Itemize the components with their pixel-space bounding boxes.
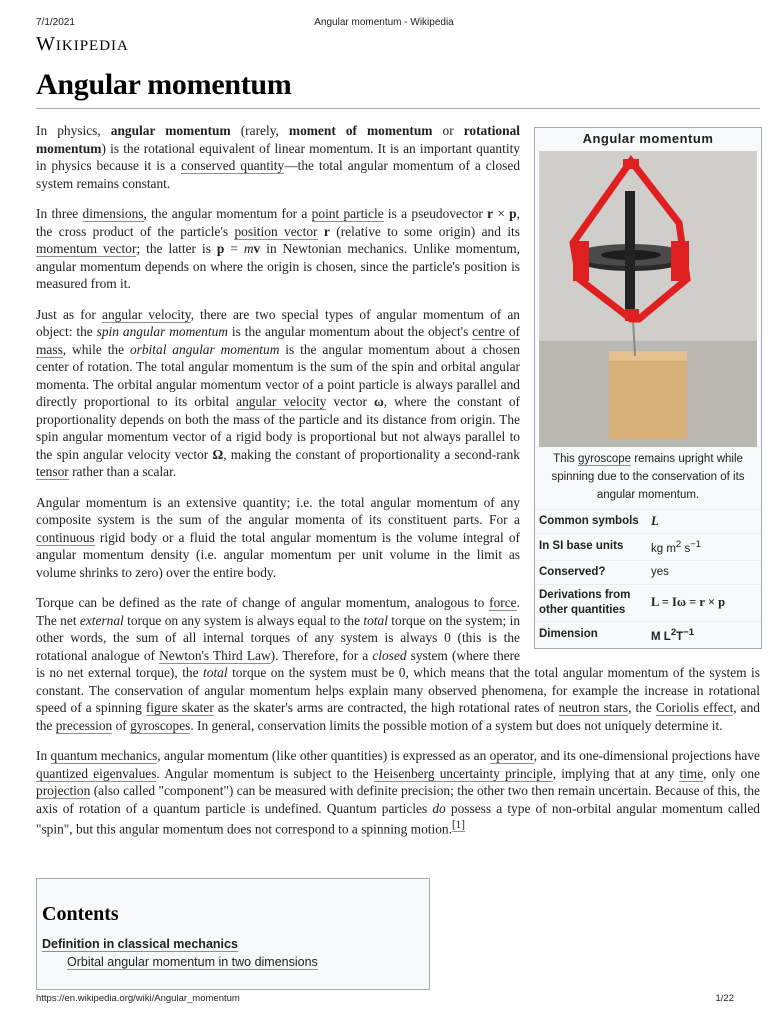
text: , the angular momentum for a <box>143 206 312 221</box>
wikipedia-wordmark[interactable] <box>36 33 129 56</box>
term-moment-of-momentum: moment of momentum <box>288 123 433 138</box>
link-dimensions[interactable]: dimensions <box>82 206 144 221</box>
text: In physics, <box>36 123 111 138</box>
si-s: s <box>681 542 691 555</box>
text: ; the latter is <box>136 241 217 256</box>
print-doc-title: Angular momentum - Wikipedia <box>314 17 454 28</box>
term-total: total <box>363 612 388 628</box>
infobox-label: Common symbols <box>539 515 639 527</box>
text: (rarely, <box>230 123 289 138</box>
link-conserved-quantity[interactable]: conserved quantity <box>181 158 285 173</box>
infobox-label: Derivations from other quantities <box>539 588 631 616</box>
wordmark-rest: IKIPEDIA <box>55 38 129 54</box>
symbol-m: m <box>243 241 254 256</box>
link-precession[interactable]: precession <box>55 717 113 733</box>
symbol-p: p <box>216 241 225 256</box>
term-orbital-angular-momentum: orbital angular momentum <box>129 341 280 357</box>
infobox-caption <box>535 447 761 509</box>
text: vector <box>326 394 374 409</box>
link-neutron-stars[interactable]: neutron stars <box>558 700 629 715</box>
text: rigid body or a fluid the total angular momentum is the volume integral of angular momentum density (i.e. angular momentum per unit volume in the limit as volume shrinks to zero) over the entire body. <box>36 529 520 580</box>
term-angular-momentum: angular momentum <box>110 123 231 138</box>
gyroscope-illustration <box>539 151 757 447</box>
infobox-value <box>651 537 759 557</box>
dim-exp-minus1: −1 <box>683 626 695 638</box>
text: system (where there is no net external torque), the <box>36 647 520 680</box>
reference-link-1[interactable]: [1] <box>451 819 465 831</box>
text: is a pseudovector <box>383 206 488 221</box>
infobox-row-derivations <box>535 584 761 621</box>
link-centre-of-mass[interactable]: centre of mass <box>36 324 520 357</box>
text: , the <box>628 700 656 715</box>
text: torque on any system is always equal to the <box>123 612 364 628</box>
toc-item-classical-mechanics[interactable]: Definition in classical mechanics <box>42 937 238 951</box>
term-closed: closed <box>372 647 407 663</box>
si-exp-minus1: −1 <box>690 539 702 550</box>
text: . In general, conservation limits the possible motion of a system but does not uniquely determine it. <box>190 717 723 733</box>
text: , where the constant of proportionality depends on both the mass of the particle and its distance from origin. The spin angular momentum vector of a rigid body is proportional but not always parallel to the spin angular velocity vector <box>36 394 520 462</box>
text: , while the <box>62 341 130 357</box>
text: rather than a scalar. <box>68 464 177 479</box>
paragraph-quantum <box>36 747 760 838</box>
toc-item-orbital-two-dimensions[interactable]: Orbital angular momentum in two dimensions <box>67 955 318 969</box>
infobox-row-conserved <box>535 560 761 584</box>
text: Just as for <box>36 306 103 322</box>
symbol-capital-omega: Ω <box>212 446 224 462</box>
link-gyroscopes[interactable]: gyroscopes <box>130 717 191 733</box>
gyroscope-image[interactable] <box>539 151 757 447</box>
link-time[interactable]: time <box>679 765 704 781</box>
link-newtons-third-law[interactable]: Newton's Third Law <box>159 647 271 663</box>
text: ) is the rotational equivalent of linear momentum. It is an important quantity in physics because it is a <box>36 140 520 173</box>
article-body <box>36 122 760 851</box>
term-external: external <box>79 612 124 628</box>
text: , and its one-dimensional projections have <box>533 748 760 763</box>
link-angular-velocity[interactable]: angular velocity <box>102 306 191 322</box>
term-do: do <box>432 800 446 816</box>
link-figure-skater[interactable]: figure skater <box>145 700 214 715</box>
table-of-contents <box>36 878 430 990</box>
text: In <box>36 748 51 763</box>
text: (also called "component") can be measured with definite precision; the other two then remain uncertain. Because of this, the axis of rotation of a quantum particle is undefined. Quantum particles <box>36 783 760 816</box>
text: , angular momentum (like other quantities) is expressed as an <box>157 748 490 763</box>
infobox-label: In SI base units <box>539 540 624 553</box>
text: is the angular momentum about the object's <box>227 324 473 339</box>
symbol-v: v <box>253 241 261 256</box>
text: torque on the system must be 0, which means that the total angular momentum of the system is constant. The conservation of angular momentum helps explain many observed phenomena, for example the increase in rotational speed of a spinning <box>36 665 760 715</box>
text: in Newtonian mechanics. Unlike momentum, angular momentum depends on where the origin is chosen, since the particle's position is measured from it. <box>36 241 520 291</box>
link-coriolis-effect[interactable]: Coriolis effect <box>655 700 734 715</box>
wordmark-initial: W <box>36 33 56 55</box>
infobox <box>534 127 762 649</box>
print-date: 7/1/2021 <box>36 17 75 28</box>
text: of <box>112 717 131 733</box>
infobox-value: L <box>651 514 659 528</box>
page-title: Angular momentum <box>36 68 292 101</box>
text: , the cross product of the particle's <box>36 206 520 239</box>
link-tensor[interactable]: tensor <box>36 464 69 479</box>
text: . Angular momentum is subject to the <box>156 765 374 781</box>
text: , implying that at any <box>552 765 680 781</box>
text: torque on the system; in other words, the sum of all internal torques of any system is always 0 (this is the rotational analogue of <box>36 612 521 663</box>
text: as the skater's arms are contracted, the high rotational rates of <box>213 700 559 715</box>
text: , making the constant of proportionality a second-rank <box>223 446 520 462</box>
link-quantum-mechanics[interactable]: quantum mechanics <box>50 748 158 763</box>
infobox-value: yes <box>651 565 669 578</box>
symbol-p: p <box>509 206 517 221</box>
link-quantized-eigenvalues[interactable]: quantized eigenvalues <box>36 765 157 781</box>
infobox-row-si-units <box>535 533 761 560</box>
symbol-r: r <box>487 206 494 221</box>
caption-text-b: remains upright while spinning due to the conservation of its angular momentum. <box>551 453 745 501</box>
link-force[interactable]: force <box>489 595 517 610</box>
text: = <box>224 241 244 256</box>
link-continuous[interactable]: continuous <box>36 529 95 545</box>
text: (relative to some origin) and its <box>329 223 520 239</box>
text: is the angular momentum about a chosen center of rotation. The total angular momentum is the sum of the spin and orbital angular momenta. The orbital angular momentum vector of a point particle is always parallel and directly proportional to its orbital <box>36 341 520 409</box>
infobox-value <box>651 625 759 645</box>
infobox-title: Angular momentum <box>582 131 714 146</box>
print-url: https://en.wikipedia.org/wiki/Angular_momentum <box>36 993 240 1004</box>
symbol-r: r <box>323 223 330 239</box>
infobox-row-dimension <box>535 621 761 648</box>
print-page-number: 1/22 <box>715 993 734 1004</box>
link-position-vector[interactable]: position vector <box>234 223 318 239</box>
link-angular-velocity[interactable]: angular velocity <box>236 394 327 409</box>
infobox-value: L = Iω = r × p <box>651 595 726 610</box>
text: Torque can be defined as the rate of change of angular momentum, analogous to <box>36 595 490 610</box>
text: × <box>493 206 510 221</box>
caption-text-a: This <box>553 453 578 465</box>
text: , only one <box>703 765 760 781</box>
dim-exp-2: 2 <box>670 626 677 638</box>
link-momentum-vector[interactable]: momentum vector <box>36 241 137 256</box>
infobox-label: Dimension <box>539 628 598 641</box>
title-divider <box>36 108 760 109</box>
text: , and the <box>36 700 761 733</box>
link-heisenberg-uncertainty-principle[interactable]: Heisenberg uncertainty principle <box>373 765 553 781</box>
dim-t: T <box>676 630 684 643</box>
text: —the total angular momentum of a closed system remains constant. <box>36 158 521 191</box>
si-exp-2: 2 <box>675 539 682 550</box>
text: possess a type of non-orbital angular momentum called "spin", but this angular momentum does not correspond to a spinning motion. <box>36 800 760 837</box>
link-projection[interactable]: projection <box>36 783 91 798</box>
text: In three <box>36 206 83 221</box>
text: Angular momentum is an extensive quantity; i.e. the total angular momentum of any composite system is the sum of the angular momenta of its constituent parts. For a <box>36 494 520 527</box>
term-rotational-momentum: rotational momentum <box>36 123 520 156</box>
infobox-row-symbols <box>535 509 761 533</box>
link-operator[interactable]: operator <box>489 748 534 763</box>
text: or <box>432 123 464 138</box>
text: . The net <box>36 595 520 628</box>
dim-ml: M L <box>651 630 671 643</box>
infobox-label: Conserved? <box>539 565 606 578</box>
text: , there are two special types of angular momentum of an object: the <box>36 306 521 339</box>
symbol-omega: ω <box>373 394 384 409</box>
link-point-particle[interactable]: point particle <box>311 206 384 221</box>
term-spin-angular-momentum: spin angular momentum <box>96 324 228 339</box>
caption-link-gyroscope[interactable]: gyroscope <box>578 453 632 465</box>
text: ). Therefore, for a <box>270 647 373 663</box>
toc-title: Contents <box>42 903 119 925</box>
term-total: total <box>203 665 228 680</box>
si-kg-m: kg m <box>651 542 676 555</box>
